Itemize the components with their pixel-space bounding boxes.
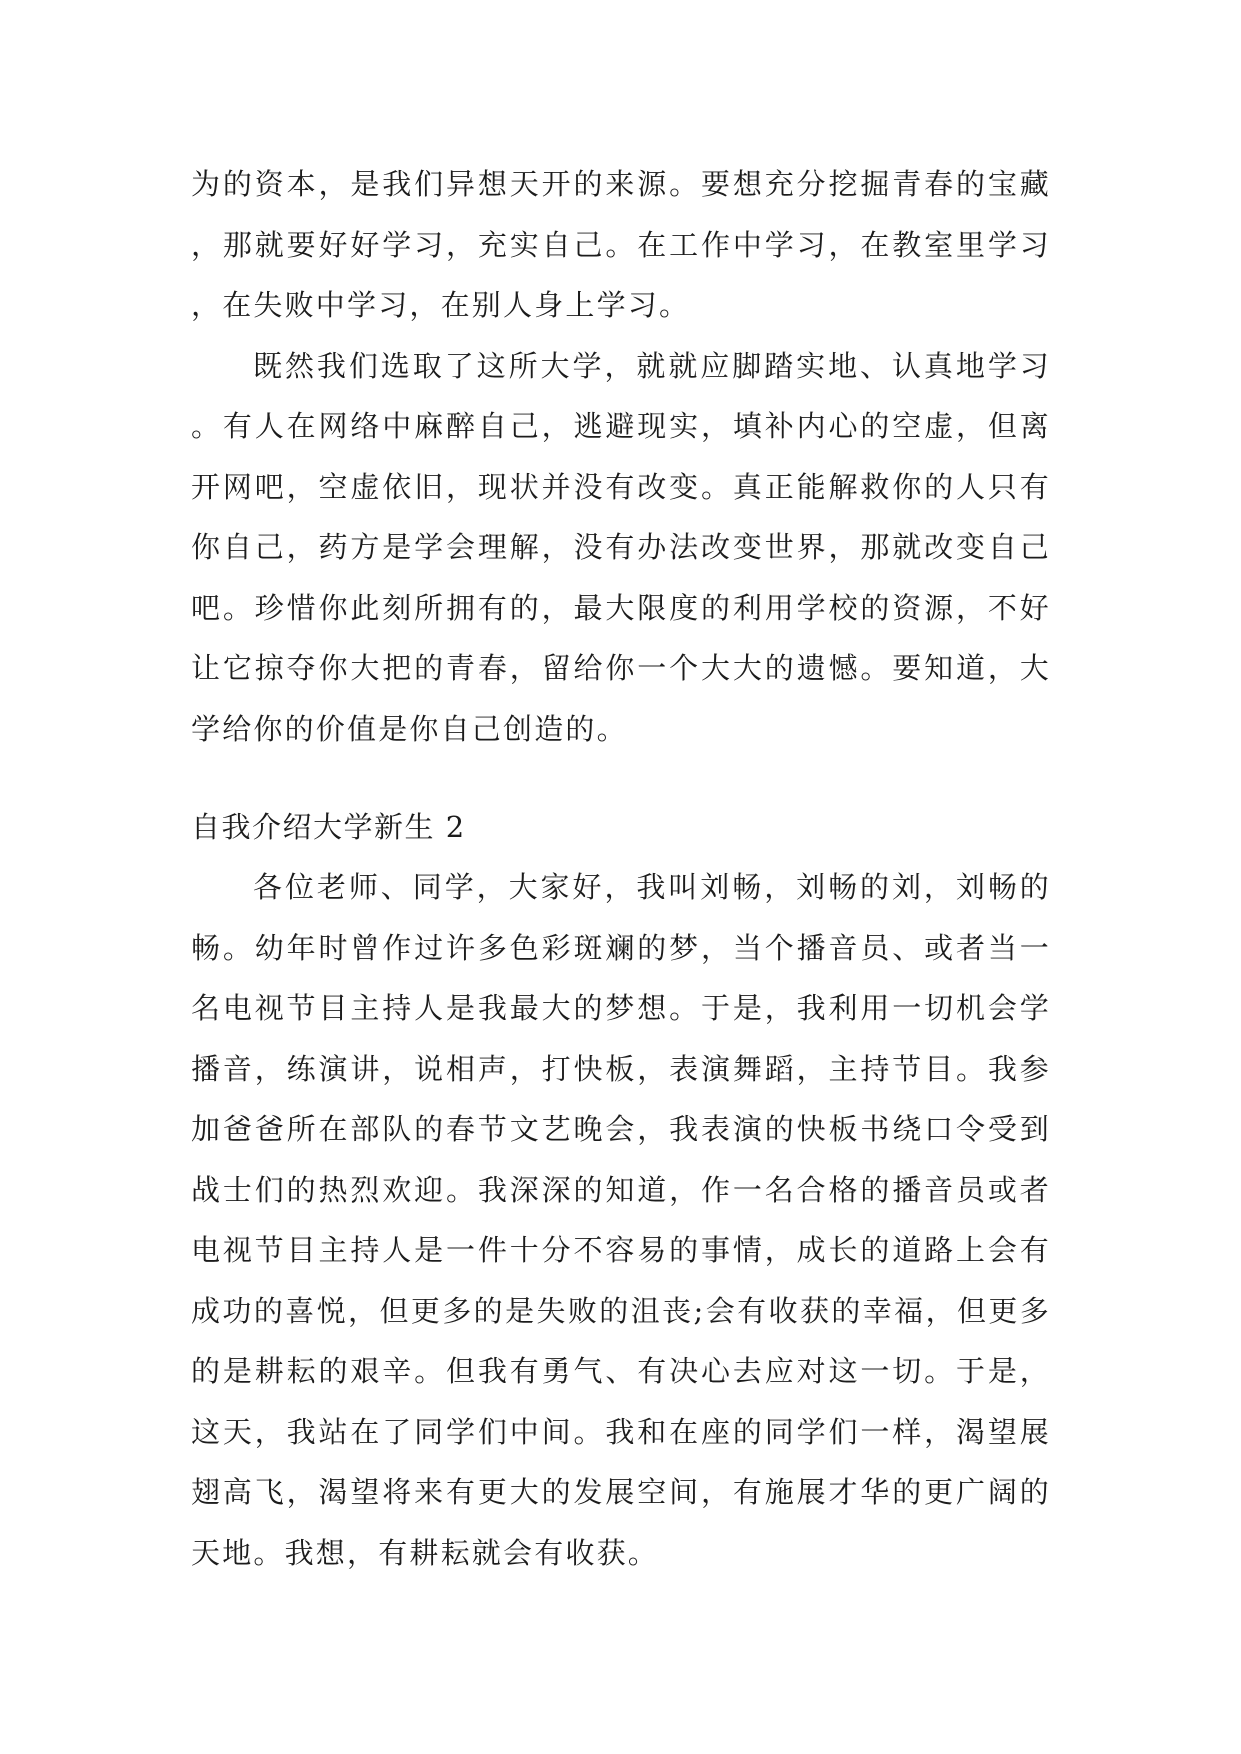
paragraph-self-introduction: 各位老师、同学，大家好，我叫刘畅，刘畅的刘，刘畅的畅。幼年时曾作过许多色彩斑斓的梦，当个播音员、或者当一名电视节目主持人是我最大的梦想。于是，我利用一切机会学播音，练演讲，说相声，打快板，表演舞蹈，主持节目。我参加爸爸所在部队的春节文艺晚会，我表演的快板书绕口令受到战士们的热烈欢迎。我深深的知道，作一名合格的播音员或者电视节目主持人是一件十分不容易的事情，成长的道路上会有成功的喜悦，但更多的是失败的沮丧;会有收获的幸福，但更多的是耕耘的艰辛。但我有勇气、有决心去应对这一切。于是，这天，我站在了同学们中间。我和在座的同学们一样，渴望展翅高飞，渴望将来有更大的发展空间，有施展才华的更广阔的天地。我想，有耕耘就会有收获。 — [191, 870, 1051, 1570]
paragraph-continued: 为的资本，是我们异想天开的来源。要想充分挖掘青春的宝藏，那就要好好学习，充实自己。在工作中学习，在教室里学习，在失败中学习，在别人身上学习。 — [191, 167, 1051, 322]
section-title: 自我介绍大学新生 2 — [191, 810, 466, 844]
document-body — [191, 154, 1051, 1583]
paragraph-university-study: 既然我们选取了这所大学，就就应脚踏实地、认真地学习。有人在网络中麻醉自己，逃避现实，填补内心的空虚，但离开网吧，空虚依旧，现状并没有改变。真正能解救你的人只有你自己，药方是学会理解，没有办法改变世界，那就改变自己吧。珍惜你此刻所拥有的，最大限度的利用学校的资源，不好让它掠夺你大把的青春，留给你一个大大的遗憾。要知道，大学给你的价值是你自己创造的。 — [191, 348, 1051, 746]
